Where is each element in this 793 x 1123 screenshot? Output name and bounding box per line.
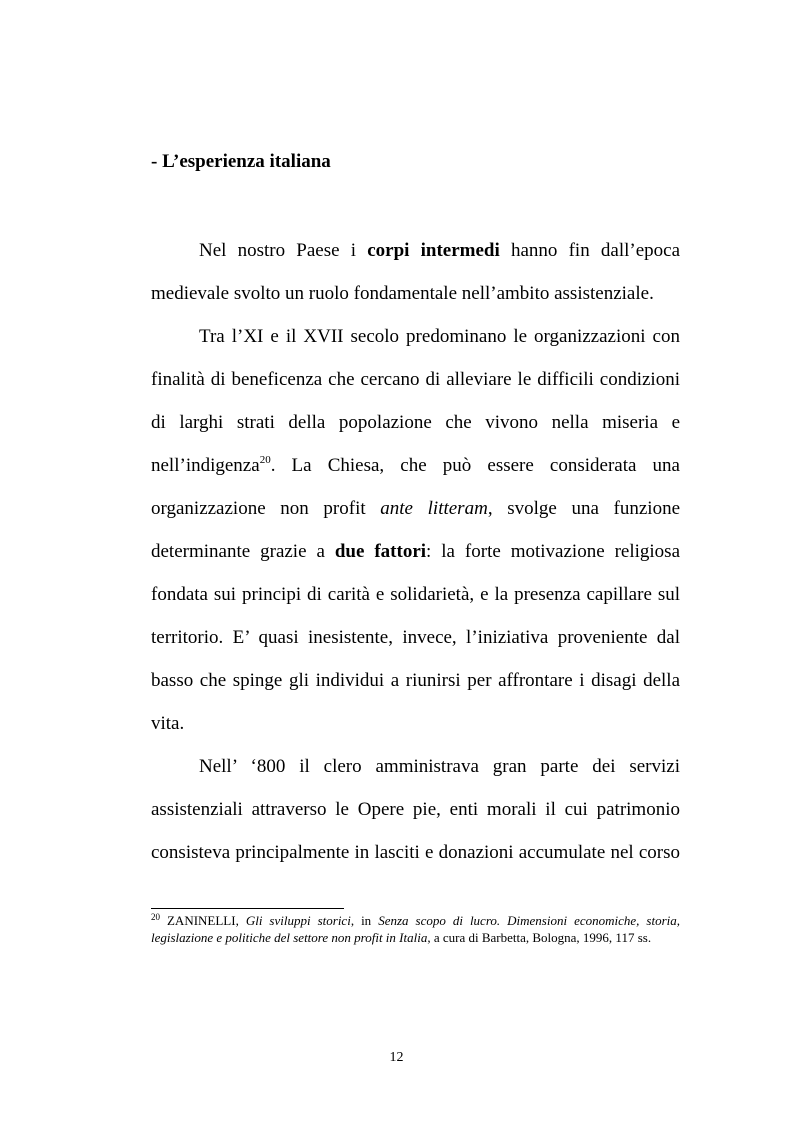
footnote-separator	[151, 908, 344, 909]
text-run: , a cura di Barbetta, Bologna, 1996, 117 ss.	[427, 930, 652, 945]
page-number: 12	[389, 1050, 404, 1065]
footnote-reference: 20	[259, 454, 271, 466]
text-run: , svolge una funzione determinante grazie a	[151, 498, 680, 562]
bold-term: due fattori	[334, 541, 427, 562]
paragraph-3	[151, 745, 680, 874]
paragraph-2	[151, 315, 680, 745]
footnote-title: Senza scopo di lucro. Dimensioni economiche, storia, legislazione e politiche del settore non profit in Italia	[151, 913, 680, 945]
text-run: Nel nostro Paese i	[199, 240, 368, 261]
bold-term: corpi intermedi	[367, 240, 500, 261]
body-text	[151, 229, 680, 874]
section-heading: - L’esperienza italiana	[151, 151, 331, 172]
footnote	[151, 912, 680, 946]
footnote-title: Gli sviluppi storici	[245, 913, 351, 928]
text-run: hanno fin dall’epoca medievale svolto un ruolo fondamentale nell’ambito assistenziale.	[151, 240, 680, 304]
text-run: : la forte motivazione religiosa fondata sui principi di carità e solidarietà, e la presenza capillare sul territorio. E’ quasi inesistente, invece, l’iniziativa proveniente dal basso che spinge gli individui a riunirsi per affrontare i disagi della vita.	[151, 541, 680, 734]
italic-term: ante litteram	[380, 498, 488, 519]
paragraph-1	[151, 229, 680, 315]
footnote-author: ZANINELLI,	[160, 913, 246, 928]
text-run: . La Chiesa, che può essere considerata una organizzazione non profit	[151, 455, 680, 519]
footnote-number: 20	[151, 912, 160, 922]
text-run: Nell’ ‘800 il clero amministrava gran parte dei servizi assistenziali attraverso le Opere pie, enti morali il cui patrimonio consisteva principalmente in lasciti e donazioni accumulate nel corso	[151, 756, 680, 863]
text-run: Tra l’XI e il XVII secolo predominano le organizzazioni con finalità di beneficenza che cercano di alleviare le difficili condizioni di larghi strati della popolazione che vivono nella miseria e nell’indigenza	[151, 326, 680, 476]
text-run: , in	[350, 913, 379, 928]
